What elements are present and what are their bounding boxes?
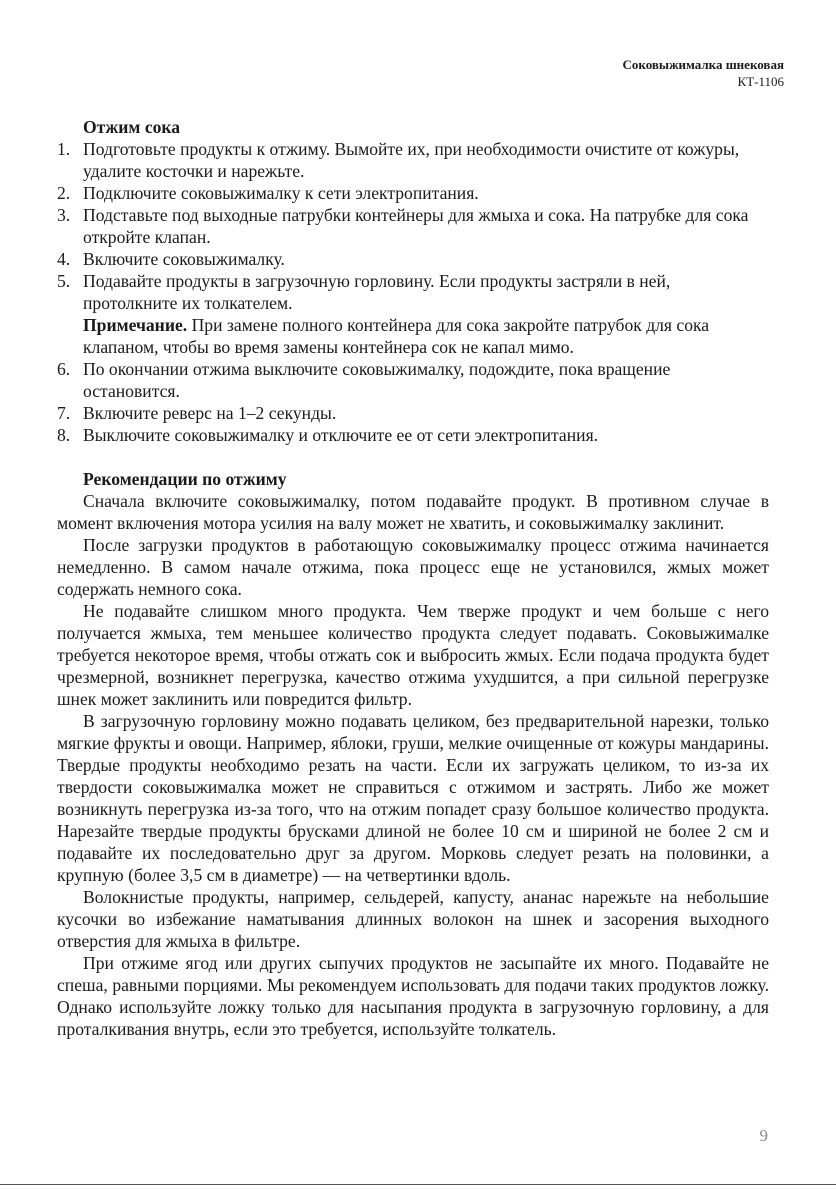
step-number: 2. [57, 183, 71, 203]
section-heading-recommendations: Рекомендации по отжиму [83, 469, 287, 489]
page-bottom-rule [0, 1184, 836, 1185]
step-number: 1. [57, 139, 71, 159]
paragraph: После загрузки продуктов в работающую соковыжималку процесс отжима начинается немедленно. В самом начале отжима, пока процесс еще не установился, жмых может содержать немного сока. [57, 535, 769, 599]
step-text: Подавайте продукты в загрузочную горловину. Если продукты застряли в ней, протолкните их толкателем. [83, 271, 671, 313]
list-item [57, 402, 769, 424]
paragraph: При отжиме ягод или других сыпучих продуктов не засыпайте их много. Подавайте не спеша, равными порциями. Мы рекомендуем использовать для подачи таких продуктов ложку. Однако используйте ложку только для насыпания продукта в загрузочную горловину, а для проталкивания внутрь, если это требуется, используйте толкатель. [57, 953, 769, 1039]
note-label: Примечание. [83, 315, 188, 335]
step-number: 7. [57, 403, 71, 423]
paragraph: Не подавайте слишком много продукта. Чем тверже продукт и чем больше с него получается жмыха, тем меньшее количество продукта следует подавать. Соковыжималке требуется некоторое время, чтобы отжать сок и выбросить жмых. Если подача продукта будет чрезмерной, возникнет перегрузка, качество отжима ухудшится, а при сильной перегрузке шнек может заклинить или повредится фильтр. [57, 601, 769, 709]
step-text: Подставьте под выходные патрубки контейнеры для жмыха и сока. На патрубке для сока откройте клапан. [83, 205, 749, 247]
paragraph: В загрузочную горловину можно подавать целиком, без предварительной нарезки, только мягкие фрукты и овощи. Например, яблоки, груши, мелкие очищенные от кожуры мандарины. Твердые продукты необходимо резать на части. Если их загружать целиком, то из-за их твердости соковыжималка может не справиться с отжимом и застрять. Либо же может возникнуть перегрузка из-за того, что на отжим попадет сразу большое количество продукта. Нарезайте твердые продукты брусками длиной не более 10 см и шириной не более 2 см и подавайте их последовательно друг за другом. Морковь следует резать на половинки, а крупную (более 3,5 см в диаметре) — на четвертинки вдоль. [57, 711, 769, 885]
section-heading-juicing: Отжим сока [83, 117, 181, 137]
note [57, 314, 769, 358]
list-item [57, 424, 769, 446]
page-content [57, 116, 769, 1040]
paragraph: Волокнистые продукты, например, сельдерей, капусту, ананас нарежьте на небольшие кусочки во избежание наматывания длинных волокон на шнек и засорения выходного отверстия для жмыха в фильтре. [57, 887, 769, 951]
list-item [57, 204, 769, 248]
step-number: 8. [57, 425, 71, 445]
steps-list [57, 138, 769, 314]
step-text: Подготовьте продукты к отжиму. Вымойте их, при необходимости очистите от кожуры, удалите косточки и нарежьте. [83, 139, 740, 181]
step-text: Выключите соковыжималку и отключите ее от сети электропитания. [83, 425, 599, 445]
list-item [57, 270, 769, 314]
page-number: 9 [759, 1126, 768, 1145]
step-number: 6. [57, 359, 71, 379]
page-header [623, 56, 784, 90]
list-item [57, 248, 769, 270]
paragraph: Сначала включите соковыжималку, потом подавайте продукт. В противном случае в момент включения мотора усилия на валу может не хватить, и соковыжималку заклинит. [57, 491, 769, 533]
recommendations-section [57, 468, 769, 1040]
note-text: При замене полного контейнера для сока закройте патрубок для сока клапаном, чтобы во время замены контейнера сок не капал мимо. [83, 315, 710, 357]
list-item [57, 358, 769, 402]
step-text: Включите соковыжималку. [83, 249, 285, 269]
list-item [57, 138, 769, 182]
step-number: 3. [57, 205, 71, 225]
step-text: Подключите соковыжималку к сети электропитания. [83, 183, 479, 203]
step-text: По окончании отжима выключите соковыжималку, подождите, пока вращение остановится. [83, 359, 671, 401]
product-title: Соковыжималка шнековая [622, 57, 784, 72]
step-number: 5. [57, 271, 71, 291]
product-model: КТ-1106 [737, 74, 784, 89]
list-item [57, 182, 769, 204]
step-text: Включите реверс на 1–2 секунды. [83, 403, 337, 423]
steps-list-continued [57, 358, 769, 446]
step-number: 4. [57, 249, 71, 269]
